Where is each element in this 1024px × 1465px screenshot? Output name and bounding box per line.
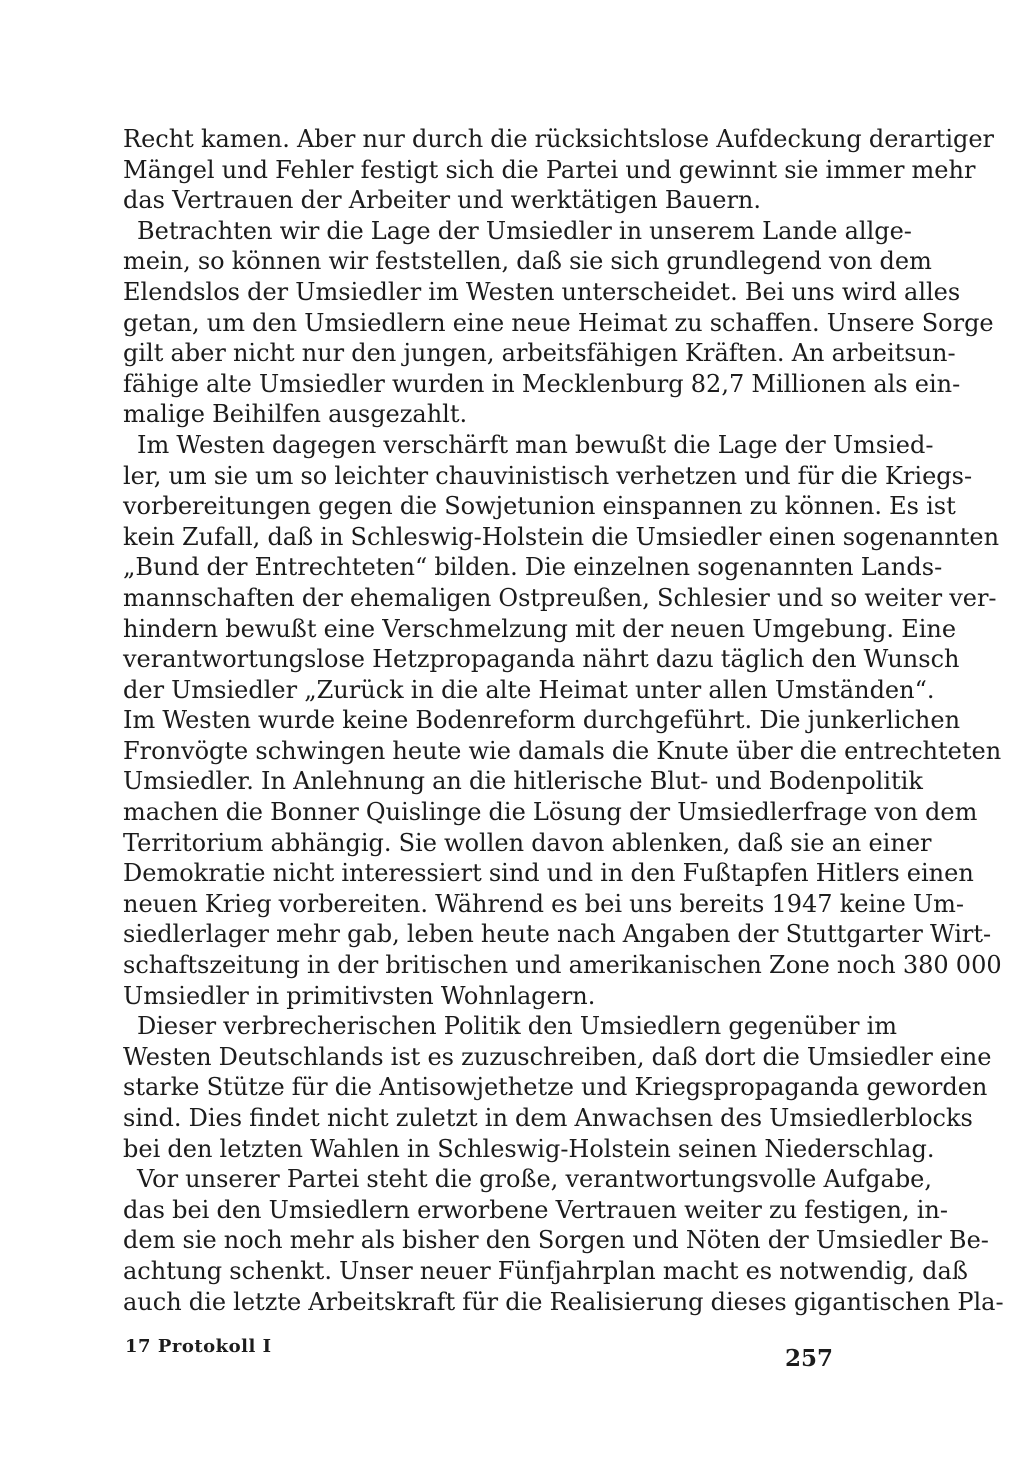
text-line: Recht kamen. Aber nur durch die rücksichtslose Aufdeckung derartiger <box>123 125 995 153</box>
text-line: bei den letzten Wahlen in Schleswig-Holstein seinen Niederschlag. <box>123 1134 935 1163</box>
printer-signature: 17 Protokoll I <box>125 1336 272 1357</box>
text-line: Mängel und Fehler festigt sich die Partei und gewinnt sie immer mehr <box>123 155 976 184</box>
text-line: Elendslos der Umsiedler im Westen unterscheidet. Bei uns wird alles <box>123 277 961 306</box>
text-line: sind. Dies findet nicht zuletzt in dem Anwachsen des Umsiedlerblocks <box>123 1104 973 1132</box>
text-line: getan, um den Umsiedlern eine neue Heimat zu schaffen. Unsere Sorge <box>123 308 994 337</box>
text-line: Territorium abhängig. Sie wollen davon ablenken, daß sie an einer <box>123 828 932 857</box>
text-line: siedlerlager mehr gab, leben heute nach Angaben der Stuttgarter Wirt- <box>123 920 992 949</box>
text-line: malige Beihilfen ausgezahlt. <box>123 400 468 429</box>
text-line: Fronvögte schwingen heute wie damals die Knute über die entrechteten <box>123 736 1002 765</box>
text-line: fähige alte Umsiedler wurden in Mecklenburg 82,7 Millionen als ein- <box>123 369 961 398</box>
body-text <box>123 124 1004 1317</box>
text-line: auch die letzte Arbeitskraft für die Realisierung dieses gigantischen Pla- <box>123 1287 1004 1316</box>
text-line: das bei den Umsiedlern erworbene Vertrauen weiter zu festigen, in- <box>123 1195 948 1224</box>
text-line: Westen Deutschlands ist es zuzuschreiben, daß dort die Umsiedler eine <box>123 1042 992 1071</box>
text-line: schaftszeitung in der britischen und amerikanischen Zone noch 380 000 <box>123 951 1002 980</box>
page-number: 257 <box>785 1345 834 1372</box>
text-line: das Vertrauen der Arbeiter und werktätigen Bauern. <box>123 186 762 215</box>
text-line: machen die Bonner Quislinge die Lösung der Umsiedlerfrage von dem <box>123 798 978 827</box>
text-line: gilt aber nicht nur den jungen, arbeitsfähigen Kräften. An arbeitsun- <box>123 339 956 368</box>
text-line: mein, so können wir feststellen, daß sie sich grundlegend von dem <box>123 247 932 276</box>
text-line: kein Zufall, daß in Schleswig-Holstein die Umsiedler einen sogenannten <box>123 522 1000 551</box>
text-line: starke Stütze für die Antisowjethetze und Kriegspropaganda geworden <box>123 1073 988 1102</box>
text-line: achtung schenkt. Unser neuer Fünfjahrplan macht es notwendig, daß <box>123 1256 968 1285</box>
text-line: vorbereitungen gegen die Sowjetunion einspannen zu können. Es ist <box>123 492 956 521</box>
text-line: ler, um sie um so leichter chauvinistisch verhetzen und für die Kriegs- <box>123 461 973 490</box>
text-line: verantwortungslose Hetzpropaganda nährt dazu täglich den Wunsch <box>123 645 960 674</box>
text-line: hindern bewußt eine Verschmelzung mit der neuen Umgebung. Eine <box>123 614 957 643</box>
text-line: Dieser verbrecherischen Politik den Umsiedlern gegenüber im <box>137 1012 898 1041</box>
text-line: dem sie noch mehr als bisher den Sorgen und Nöten der Umsiedler Be- <box>123 1226 989 1255</box>
text-line: Vor unserer Partei steht die große, verantwortungsvolle Aufgabe, <box>137 1165 933 1194</box>
text-line: Im Westen dagegen verschärft man bewußt die Lage der Umsied- <box>137 430 934 459</box>
text-line: Umsiedler. In Anlehnung an die hitlerische Blut- und Bodenpolitik <box>123 767 923 796</box>
text-line: Umsiedler in primitivsten Wohnlagern. <box>123 981 596 1010</box>
text-line: Im Westen wurde keine Bodenreform durchgeführt. Die junkerlichen <box>123 706 961 735</box>
text-line: der Umsiedler „Zurück in die alte Heimat unter allen Umständen“. <box>123 675 935 704</box>
text-line: Demokratie nicht interessiert sind und in den Fußtapfen Hitlers einen <box>123 859 974 888</box>
text-line: „Bund der Entrechteten“ bilden. Die einzelnen sogenannten Lands- <box>123 553 943 582</box>
text-line: neuen Krieg vorbereiten. Während es bei uns bereits 1947 keine Um- <box>123 889 965 918</box>
text-line: Betrachten wir die Lage der Umsiedler in unserem Lande allge- <box>137 216 912 245</box>
text-line: mannschaften der ehemaligen Ostpreußen, Schlesier und so weiter ver- <box>123 583 997 612</box>
